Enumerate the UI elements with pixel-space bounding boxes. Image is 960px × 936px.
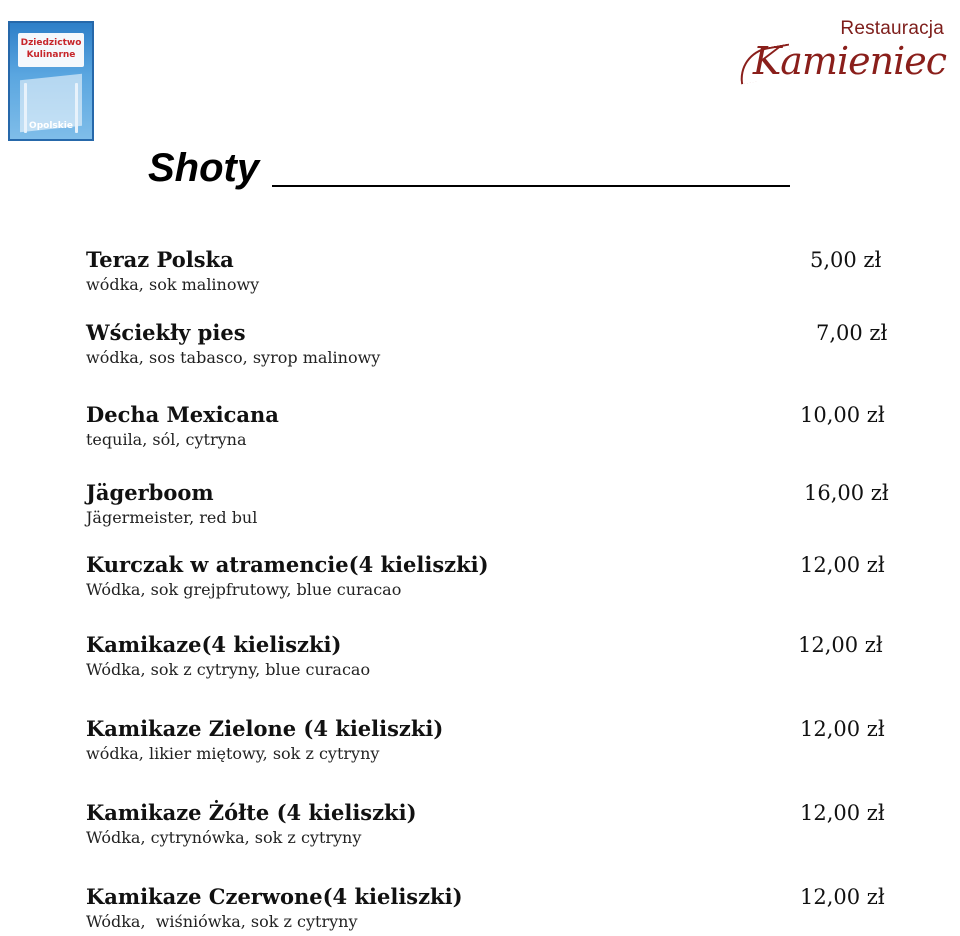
menu-item-name: Wściekły pies [86,320,246,345]
menu-item-name: Kamikaze(4 kieliszki) [86,632,342,657]
menu-item-name: Decha Mexicana [86,402,279,427]
menu-item-description: Wódka, wiśniówka, sok z cytryny [86,912,358,931]
menu-item-description: tequila, sól, cytryna [86,430,247,449]
menu-item-price: 12,00 zł [800,885,885,909]
menu-item-name: Kurczak w atramencie(4 kieliszki) [86,552,489,577]
restaurant-name: Kamieniec [752,39,946,83]
restaurant-logo [736,14,946,84]
section-title: Shoty [148,146,260,190]
dziedzictwo-kulinarne-logo [8,21,94,141]
menu-item-price: 16,00 zł [804,481,889,505]
menu-item-price: 12,00 zł [800,717,885,741]
restaurant-kind: Restauracja [840,18,944,39]
menu-item-name: Jägerboom [86,480,214,505]
menu-item-price: 7,00 zł [816,321,888,345]
section-underline [272,185,790,187]
logo-region: Opolskie [29,121,73,131]
menu-item-price: 12,00 zł [800,801,885,825]
menu-item-description: Wódka, sok grejpfrutowy, blue curacao [86,580,402,599]
logo-title-line1: Dziedzictwo [20,38,82,48]
menu-item-price: 10,00 zł [800,403,885,427]
menu-item-price: 5,00 zł [810,248,882,272]
menu-item-description: wódka, sos tabasco, syrop malinowy [86,348,381,367]
menu-item-description: Wódka, cytrynówka, sok z cytryny [86,828,362,847]
menu-item-price: 12,00 zł [798,633,883,657]
logo-title-line2: Kulinarne [26,50,76,60]
menu-item-description: wódka, sok malinowy [86,275,260,294]
menu-item-price: 12,00 zł [800,553,885,577]
menu-item-description: Jägermeister, red bul [86,508,258,527]
menu-item-name: Kamikaze Czerwone(4 kieliszki) [86,884,463,909]
menu-item-description: wódka, likier miętowy, sok z cytryny [86,744,380,763]
menu-item-name: Kamikaze Żółte (4 kieliszki) [86,800,417,825]
menu-item-name: Kamikaze Zielone (4 kieliszki) [86,716,444,741]
menu-item-name: Teraz Polska [86,247,234,272]
menu-item-description: Wódka, sok z cytryny, blue curacao [86,660,371,679]
